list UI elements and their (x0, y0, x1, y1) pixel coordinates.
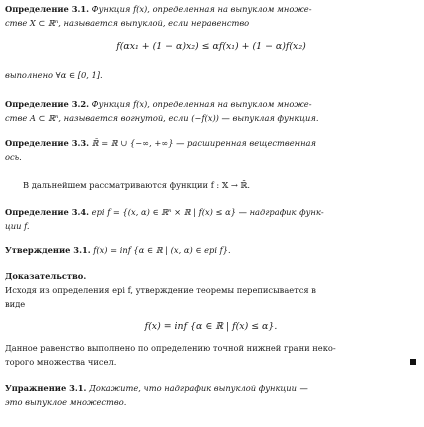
convexity-inequality: f(αx₁ + (1 − α)x₂) ≤ αf(x₁) + (1 − α)f(x₂) (116, 41, 306, 52)
definition-3-3 (5, 136, 417, 164)
definition-text: ось. (5, 152, 22, 162)
definition-text: epi f = {(x, α) ∈ ℝⁿ × ℝ | f(x) ≤ α} — надграфик функ- (89, 207, 324, 217)
exercise-text: Докажите, что надграфик выпуклой функции — (86, 383, 308, 393)
definition-3-1 (5, 2, 417, 30)
proof-label: Доказательство. (5, 271, 87, 281)
proof-text: торого множества чисел. (5, 357, 117, 367)
claim-text: f(x) = inf {α ∈ ℝ | (x, α) ∈ epi f}. (90, 245, 231, 255)
definition-text: Функция f(x), определенная на выпуклом множе- (89, 99, 312, 109)
proof-conclusion (5, 341, 417, 369)
qed-square-icon (410, 359, 416, 365)
proof (5, 269, 417, 311)
paragraph: В дальнейшем рассматриваются функции f : 𝕏 → ℝ̄. (23, 180, 251, 190)
definition-label: Определение 3.2. (5, 99, 90, 109)
proof-text: виде (5, 299, 26, 309)
definition-text: ℝ̄ = ℝ ∪ {−∞, +∞} — расширенная вещественная (89, 138, 316, 148)
claim-label: Утверждение 3.1. (5, 245, 91, 255)
definition-3-2 (5, 97, 417, 125)
definition-label: Определение 3.1. (5, 4, 90, 14)
exercise-text: это выпуклое множество. (5, 397, 127, 407)
definition-label: Определение 3.3. (5, 138, 90, 148)
exercise-3-1 (5, 381, 417, 409)
definition-text: ции f. (5, 221, 30, 231)
definition-3-4 (5, 205, 417, 233)
definition-text: Функция f(x), определенная на выпуклом множе- (89, 4, 312, 14)
definition-label: Определение 3.4. (5, 207, 90, 217)
definition-text: стве X ⊂ ℝⁿ, называется выпуклой, если неравенство (5, 18, 250, 28)
definition-text: стве A ⊂ ℝⁿ, называется вогнутой, если (−f(x)) — выпуклая функция. (5, 113, 319, 123)
claim-3-1 (5, 243, 417, 257)
definition-text: выполнено ∀α ∈ [0, 1]. (5, 70, 103, 80)
proof-text: Исходя из определения epi f, утверждение теоремы переписывается в (5, 285, 316, 295)
proof-formula: f(x) = inf {α ∈ ℝ | f(x) ≤ α}. (144, 321, 278, 332)
proof-text: Данное равенство выполнено по определению точной нижней грани неко- (5, 343, 336, 353)
exercise-label: Упражнение 3.1. (5, 383, 87, 393)
